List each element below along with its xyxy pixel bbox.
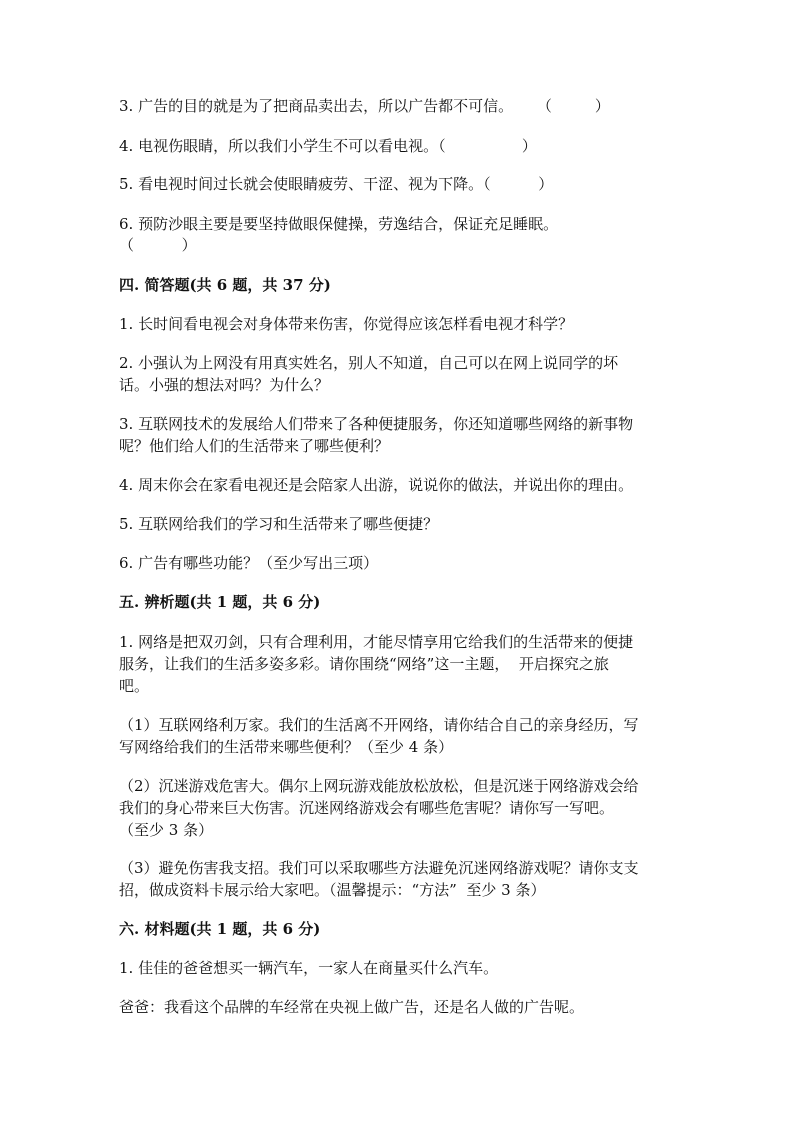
section-heading-analysis: 五. 辨析题(共 1 题，共 6 分) (119, 593, 321, 611)
short-answer-item-5: 5. 互联网给我们的学习和生活带来了哪些便捷？ (119, 515, 439, 533)
section-heading-short-answer: 四. 简答题(共 6 题，共 37 分) (119, 276, 331, 294)
short-answer-item-2-line-2: 话。小强的想法对吗？为什么？ (119, 376, 330, 394)
judgment-item-6: 6. 预防沙眼主要是要坚持做眼保健操，劳逸结合，保证充足睡眠。 (119, 215, 559, 233)
analysis-subitem-1-line-2: 写网络给我们的生活带来哪些便利？（至少 4 条） (119, 738, 454, 756)
judgment-item-4: 4. 电视伤眼睛，所以我们小学生不可以看电视。（ ） (119, 137, 537, 155)
analysis-item-1-line-2: 服务，让我们的生活多姿多彩。请你围绕“网络”这一主题， 开启探究之旅 (119, 655, 609, 673)
short-answer-item-6: 6. 广告有哪些功能？（至少写出三项） (119, 554, 379, 572)
judgment-item-5: 5. 看电视时间过长就会使眼睛疲劳、干涩、视为下降。（ ） (119, 175, 554, 193)
material-item-1: 1. 佳佳的爸爸想买一辆汽车，一家人在商量买什么汽车。 (119, 959, 499, 977)
short-answer-item-3-line-2: 呢？他们给人们的生活带来了哪些便利？ (119, 437, 390, 455)
short-answer-item-2-line-1: 2. 小强认为上网没有用真实姓名，别人不知道，自己可以在网上说同学的坏 (119, 354, 619, 372)
analysis-subitem-3-line-2: 招，做成资料卡展示给大家吧。（温馨提示：“方法” 至少 3 条） (119, 881, 546, 899)
judgment-item-3: 3. 广告的目的就是为了把商品卖出去，所以广告都不可信。 （ ） (119, 97, 610, 115)
judgment-item-6-answer-blank: （ ） (119, 236, 197, 254)
analysis-item-1-line-1: 1. 网络是把双刃剑，只有合理利用，才能尽情享用它给我们的生活带来的便捷 (119, 633, 634, 651)
short-answer-item-1: 1. 长时间看电视会对身体带来伤害，你觉得应该怎样看电视才科学？ (119, 315, 574, 333)
material-dialog-line-1: 爸爸：我看这个品牌的车经常在央视上做广告，还是名人做的广告呢。 (119, 998, 585, 1016)
analysis-subitem-1-line-1: （1）互联网络利万家。我们的生活离不开网络，请你结合自己的亲身经历，写 (119, 716, 639, 734)
short-answer-item-4: 4. 周末你会在家看电视还是会陪家人出游，说说你的做法，并说出你的理由。 (119, 476, 634, 494)
analysis-subitem-3-line-1: （3）避免伤害我支招。我们可以采取哪些方法避免沉迷网络游戏呢？请你支支 (119, 859, 639, 877)
section-heading-material: 六. 材料题(共 1 题，共 6 分) (119, 920, 321, 938)
analysis-subitem-2-line-3: （至少 3 条） (119, 821, 214, 839)
analysis-subitem-2-line-2: 我们的身心带来巨大伤害。沉迷网络游戏会有哪些危害呢？请你写一写吧。 (119, 799, 615, 817)
analysis-subitem-2-line-1: （2）沉迷游戏危害大。偶尔上网玩游戏能放松放松，但是沉迷于网络游戏会给 (119, 777, 639, 795)
analysis-item-1-line-3: 吧。 (119, 677, 150, 695)
short-answer-item-3-line-1: 3. 互联网技术的发展给人们带来了各种便捷服务，你还知道哪些网络的新事物 (119, 415, 634, 433)
